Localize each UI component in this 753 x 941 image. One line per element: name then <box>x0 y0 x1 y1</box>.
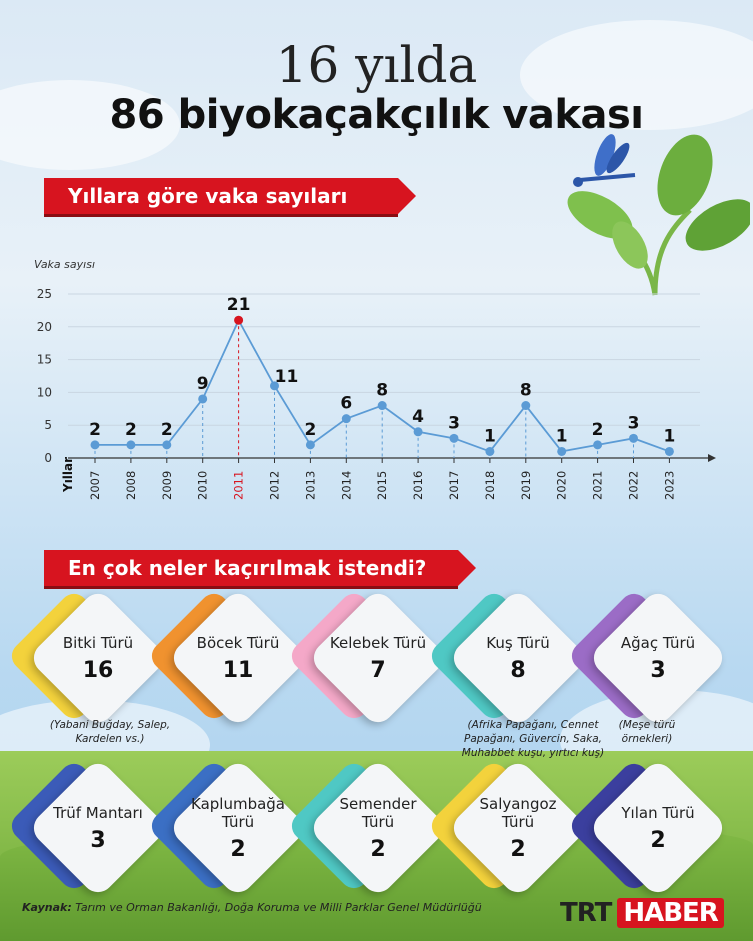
card-text <box>310 590 446 726</box>
category-name: Trüf Mantarı <box>53 803 143 822</box>
x-tick-label: 2015 <box>375 470 390 500</box>
data-label: 2 <box>591 419 604 440</box>
data-label: 6 <box>340 393 353 414</box>
card-text <box>170 760 306 896</box>
data-label: 11 <box>274 366 299 387</box>
data-point <box>485 447 494 456</box>
x-tick-label: 2010 <box>195 470 210 500</box>
x-tick-label: 2013 <box>303 470 318 500</box>
data-point <box>521 401 530 410</box>
category-count: 3 <box>650 657 666 683</box>
category-card <box>30 590 166 726</box>
category-name: Böcek Türü <box>196 633 280 652</box>
y-tick-label: 25 <box>36 287 52 301</box>
source-text: Tarım ve Orman Bakanlığı, Doğa Koruma ve Milli Parklar Genel Müdürlüğü <box>75 901 482 914</box>
y-tick-label: 0 <box>44 451 52 465</box>
data-label: 1 <box>555 426 568 447</box>
section-title-categories: En çok neler kaçırılmak istendi? <box>44 550 458 586</box>
category-note: (Yabani Buğday, Salep, Kardelen vs.) <box>49 719 171 745</box>
logo-haber: HABER <box>617 898 723 928</box>
x-tick-label: 2021 <box>590 470 605 500</box>
title-line-2: 86 biyokaçakçılık vakası <box>109 92 644 138</box>
data-point <box>306 440 315 449</box>
x-tick-label: 2012 <box>267 470 282 500</box>
data-label: 3 <box>627 413 640 434</box>
x-tick-label: 2023 <box>662 470 677 500</box>
data-point <box>629 434 638 443</box>
data-label: 21 <box>226 295 251 316</box>
data-point <box>665 447 674 456</box>
category-card <box>450 760 586 896</box>
x-tick-label: 2016 <box>411 470 426 500</box>
category-name: Yılan Türü <box>621 803 695 822</box>
category-note: (Afrika Papağanı, Cennet Papağanı, Güvercin, Saka, Muhabbet kuşu, yırtıcı kuş) <box>461 719 605 759</box>
category-name: Kuş Türü <box>486 633 550 652</box>
data-point <box>342 414 351 423</box>
x-tick-label: 2007 <box>88 470 102 500</box>
x-tick-label: 2022 <box>626 470 641 500</box>
data-point <box>378 401 387 410</box>
data-label: 8 <box>376 380 389 401</box>
data-point <box>162 440 171 449</box>
card-text <box>30 760 166 896</box>
data-label: 1 <box>483 426 496 447</box>
category-card <box>590 590 726 726</box>
category-card <box>590 760 726 896</box>
category-count: 3 <box>90 827 106 853</box>
category-name: Kelebek Türü <box>329 633 427 652</box>
category-count: 11 <box>222 657 254 683</box>
y-tick-label: 15 <box>36 352 52 367</box>
category-card <box>450 590 586 726</box>
category-name: Ağaç Türü <box>620 633 696 652</box>
x-tick-label: 2020 <box>554 470 569 500</box>
y-tick-label: 20 <box>36 319 52 334</box>
category-name: Kaplumbağa Türü <box>191 794 285 831</box>
data-label: 2 <box>160 419 173 440</box>
y-tick-label: 5 <box>44 418 52 433</box>
data-point <box>450 434 459 443</box>
title-line-1: 16 yılda <box>275 36 478 94</box>
x-tick-label: 2018 <box>482 470 497 500</box>
category-card <box>310 760 446 896</box>
category-count: 2 <box>650 827 666 853</box>
x-tick-label: 2014 <box>339 470 354 500</box>
x-tick-label: 2011 <box>231 470 246 500</box>
data-label: 3 <box>448 413 460 434</box>
y-axis-label: Vaka sayısı <box>34 258 95 271</box>
source-note <box>22 900 482 915</box>
category-count: 8 <box>510 657 526 683</box>
data-point <box>91 440 100 449</box>
category-count: 2 <box>230 836 246 862</box>
category-name: Salyangoz Türü <box>479 794 557 831</box>
x-tick-label: 2008 <box>123 470 138 500</box>
source-label: Kaynak: <box>22 901 72 914</box>
x-axis-label: Yıllar <box>61 456 75 492</box>
category-card <box>310 590 446 726</box>
category-count: 2 <box>370 836 386 862</box>
data-label: 4 <box>412 406 425 427</box>
card-text <box>590 760 726 896</box>
category-card <box>30 760 166 896</box>
x-tick-label: 2017 <box>447 470 461 500</box>
category-count: 16 <box>82 657 114 683</box>
data-label: 2 <box>304 419 317 440</box>
category-name: Bitki Türü <box>62 633 134 652</box>
data-point <box>414 427 423 436</box>
x-tick-label: 2019 <box>518 470 533 500</box>
data-label: 1 <box>663 426 676 447</box>
data-point <box>593 440 602 449</box>
line-chart <box>0 250 753 540</box>
category-count: 2 <box>510 836 526 862</box>
category-card <box>170 760 306 896</box>
data-point <box>198 394 207 403</box>
card-text <box>310 760 446 896</box>
data-label: 9 <box>196 373 209 394</box>
trt-haber-logo <box>560 898 724 928</box>
card-text <box>450 760 586 896</box>
category-count: 7 <box>370 657 386 683</box>
logo-trt: TRT <box>560 898 612 928</box>
category-card <box>170 590 306 726</box>
data-label: 2 <box>89 419 101 440</box>
card-text <box>590 590 726 726</box>
category-note: (Meşe türü örnekleri) <box>618 719 676 745</box>
y-tick-label: 10 <box>36 385 52 400</box>
category-name: Semender Türü <box>339 794 417 831</box>
x-tick-label: 2009 <box>159 470 174 500</box>
data-label: 2 <box>124 419 137 440</box>
data-point <box>126 440 135 449</box>
x-axis-arrow <box>708 454 716 462</box>
card-text <box>30 590 166 726</box>
data-label: 8 <box>519 380 532 401</box>
section-title-chart: Yıllara göre vaka sayıları <box>44 178 398 214</box>
card-text <box>450 590 586 726</box>
data-point <box>557 447 566 456</box>
card-text <box>170 590 306 726</box>
data-point <box>234 316 243 325</box>
